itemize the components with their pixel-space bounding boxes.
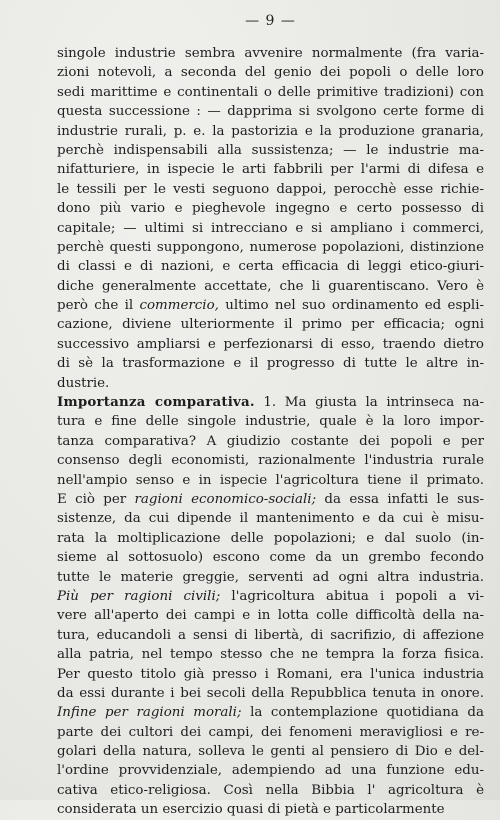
text-line: cazione, diviene ulteriormente il primo per efficacia; ogni (57, 317, 484, 333)
line-text: l'agricoltura abitua i popoli a vi- (220, 588, 484, 604)
text-line: dustrie. (57, 375, 110, 391)
text-line: perchè questi suppongono, numerose popolazioni, distinzione (57, 239, 484, 255)
text-line (57, 490, 484, 509)
text-line: sieme al sottosuolo) escono come da un grembo fecondo (57, 550, 484, 566)
paragraph-industries-succession (57, 44, 484, 393)
text-line: sedi marittime e continentali o delle primitive tradizioni) con (57, 84, 484, 100)
text-line: Per questo titolo già presso i Romani, era l'unica industria (57, 666, 484, 682)
text-line: di classi e di nazioni, e certa efficacia di leggi etico-giuri- (57, 259, 484, 275)
text-line: da essi durante i bei secoli della Repubblica tenuta in onore. (57, 685, 484, 701)
line-text: 1. Ma giusta la intrinseca na- (254, 395, 484, 411)
text-line (57, 703, 484, 722)
text-line: consenso degli economisti, razionalmente l'industria rurale (57, 453, 484, 469)
text-line: nell'ampio senso e in ispecie l'agricoltura tiene il primato. (57, 472, 484, 488)
text-line: rata la moltiplicazione delle popolazioni; e dal suolo (in- (57, 530, 484, 546)
section-heading: Importanza comparativa. (57, 394, 255, 411)
text-line: parte dei cultori dei campi, dei fenomeni meravigliosi e re- (57, 724, 484, 740)
text-line: tanza comparativa? A giudizio costante dei popoli e per (57, 433, 484, 449)
text-line (57, 296, 484, 315)
text-line: nifatturiere, in ispecie le arti fabbrili per l'armi di difesa e (57, 162, 484, 178)
text-line: golari della natura, solleva le genti al pensiero di Dio e del- (57, 744, 484, 760)
text-line: successivo ampliarsi e perfezionarsi di esso, traendo dietro (57, 336, 484, 352)
text-line: zioni notevoli, a seconda del genio dei popoli o delle loro (57, 65, 484, 81)
text-line: vere all'aperto dei campi e in lotta colle difficoltà della na- (57, 608, 484, 624)
text-line: singole industrie sembra avvenire normalmente (fra varia- (57, 46, 484, 61)
line-text: però che il (57, 298, 140, 314)
text-line (57, 393, 484, 412)
paragraph-comparative-importance (57, 393, 484, 820)
page-number: — 9 — (245, 13, 296, 29)
text-line: le tessili per le vesti seguono dappoi, perocchè esse richie- (57, 181, 484, 197)
text-line: industrie rurali, p. e. la pastorizia e la produzione granaria, (57, 123, 484, 139)
text-line: perchè indispensabili alla sussistenza; — le industrie ma- (57, 142, 484, 158)
text-line: tutte le materie greggie, serventi ad ogni altra industria. (57, 569, 484, 585)
text-line: tura e fine delle singole industrie, quale è la loro impor- (57, 414, 484, 430)
italic-phrase: ragioni economico-sociali; (134, 491, 317, 507)
italic-phrase: Più per ragioni civili; (57, 588, 221, 604)
line-text: la contemplazione quotidiana da (241, 705, 484, 721)
text-line: questa successione : — dapprima si svolgono certe forme di (57, 104, 484, 120)
italic-phrase: commercio, (139, 298, 219, 314)
text-line: di sè la trasformazione e il progresso di tutte le altre in- (57, 356, 484, 372)
line-text: da essa infatti le sus- (316, 491, 484, 507)
text-line: capitale; — ultimi si intrecciano e si ampliano i commerci, (57, 220, 484, 236)
text-line: dono più vario e pieghevole ingegno e certo possesso di (57, 201, 484, 217)
italic-phrase: Infine per ragioni morali; (57, 705, 242, 721)
text-line: sistenze, da cui dipende il mantenimento e da cui è misu- (57, 511, 484, 527)
text-line: tura, educandoli a sensi di libertà, di sacrifizio, di affezione (57, 627, 484, 643)
line-text: ultimo nel suo ordinamento ed espli- (218, 298, 484, 314)
text-line: diche generalmente accettate, che li guarentiscano. Vero è (57, 278, 484, 294)
line-text: E ciò per (57, 491, 135, 507)
text-line: considerata un esercizio quasi di pietà e particolarmente (57, 802, 445, 818)
text-line: alla patria, nel tempo stesso che ne tempra la forza fisica. (57, 647, 484, 663)
text-line: l'ordine provvidenziale, adempiendo ad una funzione edu- (57, 763, 484, 779)
text-line: cativa etico-religiosa. Così nella Bibbia l' agricoltura è (57, 782, 484, 798)
text-line (57, 587, 484, 606)
